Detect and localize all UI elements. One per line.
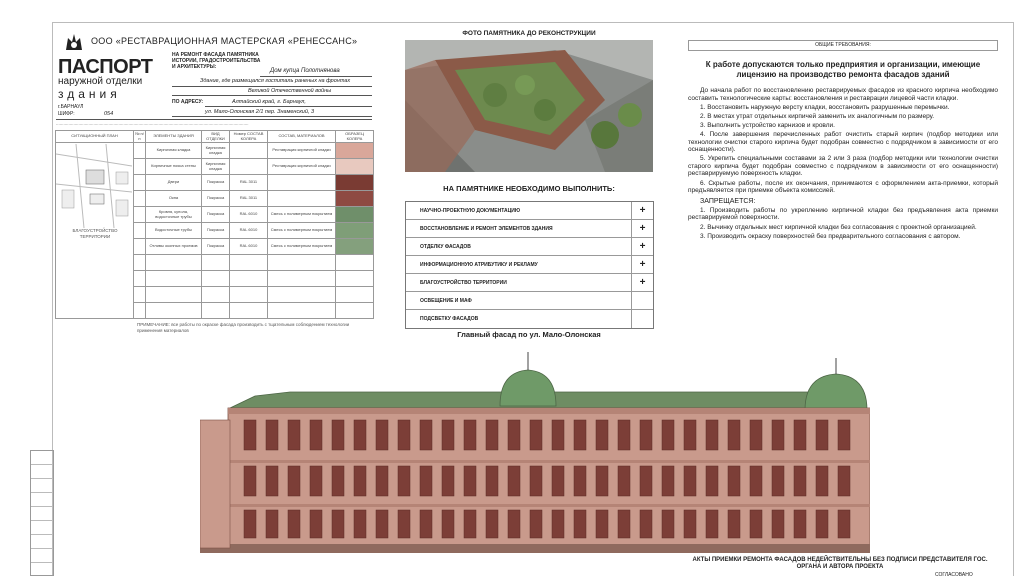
- index-cell: [134, 191, 146, 207]
- color-code-cell: [230, 159, 268, 175]
- task-row: [406, 238, 653, 256]
- facade-window: [772, 466, 784, 496]
- table-note: ПРИМЕЧАНИЕ: все работы по окраске фасада производить с тщательным соблюдением технологии применения материалов: [137, 322, 350, 333]
- empty-cell: [230, 287, 268, 303]
- facade-window: [288, 466, 300, 496]
- empty-cell: [146, 271, 202, 287]
- facade-window: [750, 466, 762, 496]
- facade-drawing: [200, 348, 870, 553]
- facade-window: [310, 466, 322, 496]
- facade-window: [618, 420, 630, 450]
- empty-cell: [268, 303, 336, 319]
- element-cell: Кровля, купола, водосточные трубы: [146, 207, 202, 223]
- cipher-label: ШИФР:: [58, 111, 75, 117]
- facade-window: [530, 510, 542, 538]
- element-cell: Окна: [146, 191, 202, 207]
- facade-window: [486, 466, 498, 496]
- facade-window: [552, 420, 564, 450]
- facade-window: [640, 510, 652, 538]
- facade-window: [706, 510, 718, 538]
- index-cell: [134, 223, 146, 239]
- facade-window: [442, 510, 454, 538]
- task-label: БЛАГОУСТРОЙСТВО ТЕРРИТОРИИ: [420, 279, 507, 286]
- facade-window: [816, 510, 828, 538]
- ban-item: 3. Производить окраску поверхностей без предварительного согласования с автором.: [700, 232, 961, 240]
- facade-window: [508, 466, 520, 496]
- facade-window: [728, 420, 740, 450]
- table-header: № п/п: [135, 131, 144, 141]
- facade-window: [838, 466, 850, 496]
- facade-window: [508, 420, 520, 450]
- color-swatch: [336, 159, 374, 175]
- task-mark: +: [631, 202, 653, 219]
- facade-window: [728, 510, 740, 538]
- empty-cell: [134, 287, 146, 303]
- facade-window: [728, 466, 740, 496]
- empty-cell: [146, 287, 202, 303]
- facade-window: [574, 420, 586, 450]
- facade-window: [706, 466, 718, 496]
- address-line: Алтайский край, г. Барнаул,: [232, 99, 306, 105]
- task-row: [406, 310, 653, 328]
- color-swatch: [336, 239, 374, 255]
- empty-cell: [230, 303, 268, 319]
- facade-window: [398, 466, 410, 496]
- finish-cell: Кирпичная кладка: [202, 159, 230, 175]
- color-swatch: [336, 223, 374, 239]
- empty-cell: [146, 255, 202, 271]
- facade-window: [420, 510, 432, 538]
- object-description-2: Великой Отечественной войны: [248, 88, 332, 94]
- facade-window: [662, 420, 674, 450]
- material-cell: [268, 175, 336, 191]
- facade-window: [794, 510, 806, 538]
- color-code-cell: RAL 3011: [230, 175, 268, 191]
- task-label: ИНФОРМАЦИОННУЮ АТРИБУТИКУ И РЕКЛАМУ: [420, 261, 538, 268]
- color-swatch: [336, 175, 374, 191]
- facade-window: [332, 466, 344, 496]
- element-cell: Отливы оконных проемов: [146, 239, 202, 255]
- facade-window: [266, 510, 278, 538]
- color-code-cell: RAL 6010: [230, 239, 268, 255]
- task-mark: +: [631, 274, 653, 291]
- empty-cell: [202, 303, 230, 319]
- ban-item: 1. Производить работы по укреплению кирпичной кладки без предъявления акта приемки реставрируемой поверхности.: [688, 206, 998, 222]
- binding-stamp: [30, 450, 54, 576]
- task-row: [406, 292, 653, 310]
- facade-window: [332, 420, 344, 450]
- empty-cell: [202, 255, 230, 271]
- header-fine-print: ..........................................................................................................................................................: [56, 121, 249, 126]
- ban-item: 2. Вычинку отдельных мест кирпичной кладки без согласования с проектной организацией.: [700, 223, 977, 231]
- facade-window: [354, 466, 366, 496]
- facade-window: [838, 510, 850, 538]
- index-cell: [134, 159, 146, 175]
- index-cell: [134, 239, 146, 255]
- facade-window: [464, 466, 476, 496]
- acts-notice: АКТЫ ПРИЕМКИ РЕМОНТА ФАСАДОВ НЕДЕЙСТВИТЕЛЬНЫ БЕЗ ПОДПИСИ ПРЕДСТАВИТЕЛЯ ГОС. ОРГАНА И АВТОРА ПРОЕКТА: [692, 557, 988, 570]
- facade-window: [354, 510, 366, 538]
- facade-window: [838, 420, 850, 450]
- finish-cell: Покраска: [202, 175, 230, 191]
- color-code-cell: RAL 6010: [230, 223, 268, 239]
- task-mark: +: [631, 256, 653, 273]
- address-line-2: ул. Мало-Олонская 2/1 пер. Знаменский, 3: [205, 109, 315, 115]
- requirement-item: 3. Выполнить устройство карнизов и кровли.: [700, 121, 835, 129]
- facade-window: [398, 510, 410, 538]
- org-name: ООО «РЕСТАВРАЦИОННАЯ МАСТЕРСКАЯ «РЕНЕССАНС»: [91, 36, 358, 46]
- tasks-table: [405, 201, 654, 329]
- task-mark: [631, 310, 653, 328]
- task-row: [406, 220, 653, 238]
- empty-cell: [268, 271, 336, 287]
- facade-window: [354, 420, 366, 450]
- task-label: НАУЧНО-ПРОЕКТНУЮ ДОКУМЕНТАЦИЮ: [420, 207, 521, 214]
- finish-cell: Покраска: [202, 239, 230, 255]
- facade-window: [420, 420, 432, 450]
- requirement-item: 6. Скрытые работы, после их окончания, принимаются с оформлением акта-приемки, который предъявляется при приемке объекта комиссией.: [688, 179, 998, 195]
- aerial-photo: [405, 40, 653, 172]
- requirements-body: [688, 87, 998, 242]
- facade-window: [596, 420, 608, 450]
- facade-window: [772, 420, 784, 450]
- facade-window: [442, 466, 454, 496]
- task-label: ПОДСВЕТКУ ФАСАДОВ: [420, 316, 479, 322]
- finish-cell: Покраска: [202, 191, 230, 207]
- facade-window: [662, 510, 674, 538]
- facade-window: [772, 510, 784, 538]
- facade-window: [376, 420, 388, 450]
- facade-window: [288, 510, 300, 538]
- facade-window: [310, 420, 322, 450]
- color-code-cell: [230, 143, 268, 159]
- material-cell: Смесь с полимерным покрытием: [268, 239, 336, 255]
- facade-window: [442, 420, 454, 450]
- empty-cell: [230, 255, 268, 271]
- empty-cell: [146, 303, 202, 319]
- facade-window: [618, 466, 630, 496]
- task-row: [406, 274, 653, 292]
- facade-window: [552, 466, 564, 496]
- facade-window: [486, 420, 498, 450]
- facade-window: [816, 466, 828, 496]
- facade-window: [244, 510, 256, 538]
- empty-cell: [336, 303, 374, 319]
- element-cell: Кирпичная кладка: [146, 143, 202, 159]
- facade-window: [530, 466, 542, 496]
- object-description: Здание, где размещался госпиталь раненых на фронтах: [200, 78, 351, 84]
- index-cell: [134, 175, 146, 191]
- requirement-item: 5. Укрепить специальными составами за 2 или 3 раза (подбор методики или технологии очистки старого кирпича будет подобран совместно с подрядчиком в зависимости от его оснащенности) реставрируемую поверхность кладки.: [688, 155, 998, 178]
- facade-window: [530, 420, 542, 450]
- index-cell: [134, 207, 146, 223]
- ban-title: ЗАПРЕЩАЕТСЯ:: [700, 197, 756, 205]
- facade-window: [574, 466, 586, 496]
- tasks-title: НА ПАМЯТНИКЕ НЕОБХОДИМО ВЫПОЛНИТЬ:: [443, 184, 615, 193]
- facade-window: [332, 510, 344, 538]
- facade-window: [794, 466, 806, 496]
- material-cell: Реставрация кирпичной кладки: [268, 143, 336, 159]
- facade-window: [266, 420, 278, 450]
- facade-window: [640, 420, 652, 450]
- color-swatch: [336, 207, 374, 223]
- color-code-cell: RAL 3011: [230, 191, 268, 207]
- company-logo-icon: [62, 30, 86, 54]
- facade-window: [310, 510, 322, 538]
- task-mark: [631, 292, 653, 309]
- element-cell: Водосточные трубы: [146, 223, 202, 239]
- city-label: г.БАРНАУЛ: [58, 104, 84, 110]
- facade-window: [244, 466, 256, 496]
- task-label: ОТДЕЛКУ ФАСАДОВ: [420, 243, 471, 250]
- requirement-item: 4. После завершения перечисленных работ очистить старый кирпич (подбор методики или технологии очистки старого кирпича будет подобран совместно с подрядчиком в зависимости от его оснащенности).: [688, 130, 998, 154]
- finish-cell: Покраска: [202, 223, 230, 239]
- finish-cell: Кирпичная кладка: [202, 143, 230, 159]
- facade-window: [508, 510, 520, 538]
- facade-window: [376, 510, 388, 538]
- empty-cell: [134, 271, 146, 287]
- table-header: ЭЛЕМЕНТЫ ЗДАНИЯ: [146, 131, 202, 143]
- task-row: [406, 256, 653, 274]
- facade-window: [288, 420, 300, 450]
- facade-window: [684, 510, 696, 538]
- task-mark: +: [631, 220, 653, 237]
- material-cell: Смесь с полимерным покрытием: [268, 223, 336, 239]
- material-cell: Смесь с полимерным покрытием: [268, 207, 336, 223]
- empty-cell: [202, 271, 230, 287]
- empty-cell: [336, 255, 374, 271]
- facade-window: [486, 510, 498, 538]
- facade-window: [596, 466, 608, 496]
- facade-window: [244, 420, 256, 450]
- task-label: ВОССТАНОВЛЕНИЕ И РЕМОНТ ЭЛЕМЕНТОВ ЗДАНИЯ: [420, 225, 553, 232]
- agreed-label: СОГЛАСОВАНО: [935, 572, 973, 576]
- passport-title: ПАСПОРТ: [58, 56, 153, 78]
- address-label: ПО АДРЕСУ:: [172, 99, 204, 105]
- task-label: ОСВЕЩЕНИЕ И МАФ: [420, 297, 472, 304]
- requirements-header: ОБЩИЕ ТРЕБОВАНИЯ:: [688, 40, 998, 51]
- table-header: ВИД ОТДЕЛКИ: [202, 131, 230, 143]
- facade-window: [662, 466, 674, 496]
- empty-cell: [134, 255, 146, 271]
- passport-subtitle-2: здания: [58, 87, 121, 101]
- requirement-item: 2. В местах утрат отдельных кирпичей заменить их аналогичным по размеру.: [700, 112, 935, 120]
- facade-window: [706, 420, 718, 450]
- facade-window: [684, 420, 696, 450]
- material-cell: Реставрация кирпичной кладки: [268, 159, 336, 175]
- facade-window: [464, 420, 476, 450]
- photo-title: ФОТО ПАМЯТНИКА ДО РЕКОНСТРУКЦИИ: [462, 30, 596, 37]
- empty-cell: [336, 271, 374, 287]
- facade-window: [794, 420, 806, 450]
- empty-cell: [134, 303, 146, 319]
- facade-window: [574, 510, 586, 538]
- requirements-intro: До начала работ по восстановлению реставрируемых фасадов из красного кирпича необходимо составить технологические карты: восстановления и реставрации лицевой части кладки.: [688, 87, 998, 102]
- facade-window: [420, 466, 432, 496]
- index-cell: [134, 143, 146, 159]
- facade-title: Главный фасад по ул. Мало-Олонская: [457, 330, 601, 339]
- object-type-label: НА РЕМОНТ ФАСАДА ПАМЯТНИКА ИСТОРИИ, ГРАДОСТРОИТЕЛЬСТВА И АРХИТЕКТУРЫ:: [172, 52, 261, 70]
- color-swatch: [336, 143, 374, 159]
- table-header: Номер СОСТАВ КОЛЕРА: [230, 131, 268, 143]
- empty-cell: [230, 271, 268, 287]
- finish-cell: Покраска: [202, 207, 230, 223]
- table-header: СОСТАВ, МАТЕРИАЛОВ: [268, 131, 336, 143]
- color-swatch: [336, 191, 374, 207]
- facade-window: [398, 420, 410, 450]
- requirements-title: К работе допускаются только предприятия и организации, имеющие лицензию на производство ремонта фасадов зданий: [705, 60, 981, 79]
- facade-window: [596, 510, 608, 538]
- facade-window: [464, 510, 476, 538]
- empty-cell: [268, 287, 336, 303]
- task-mark: +: [631, 238, 653, 255]
- facade-window: [684, 466, 696, 496]
- situation-plan: [56, 144, 132, 228]
- cipher-value: 054: [104, 111, 114, 117]
- requirement-item: 1. Восстановить наружную версту кладки, восстановить разрушенные перемычки.: [700, 103, 950, 111]
- material-cell: [268, 191, 336, 207]
- object-name: Дом купца Полотнянова: [270, 68, 340, 74]
- facade-window: [266, 466, 278, 496]
- task-row: [406, 202, 653, 220]
- empty-cell: [336, 287, 374, 303]
- passport-subtitle: наружной отделки: [58, 76, 143, 87]
- facade-window: [750, 510, 762, 538]
- facade-window: [376, 466, 388, 496]
- table-header: СИТУАЦИОННЫЙ ПЛАН: [56, 131, 134, 143]
- empty-cell: [202, 287, 230, 303]
- facade-window: [816, 420, 828, 450]
- facade-window: [750, 420, 762, 450]
- facade-window: [618, 510, 630, 538]
- plan-caption: БЛАГОУСТРОЙСТВО ТЕРРИТОРИИ: [72, 228, 118, 239]
- color-code-cell: RAL 6010: [230, 207, 268, 223]
- element-cell: Кирпичные пояса стены: [146, 159, 202, 175]
- empty-cell: [268, 255, 336, 271]
- facade-window: [640, 466, 652, 496]
- table-header: ОБРАЗЕЦ КОЛЕРА: [336, 131, 374, 143]
- facade-window: [552, 510, 564, 538]
- element-cell: Двери: [146, 175, 202, 191]
